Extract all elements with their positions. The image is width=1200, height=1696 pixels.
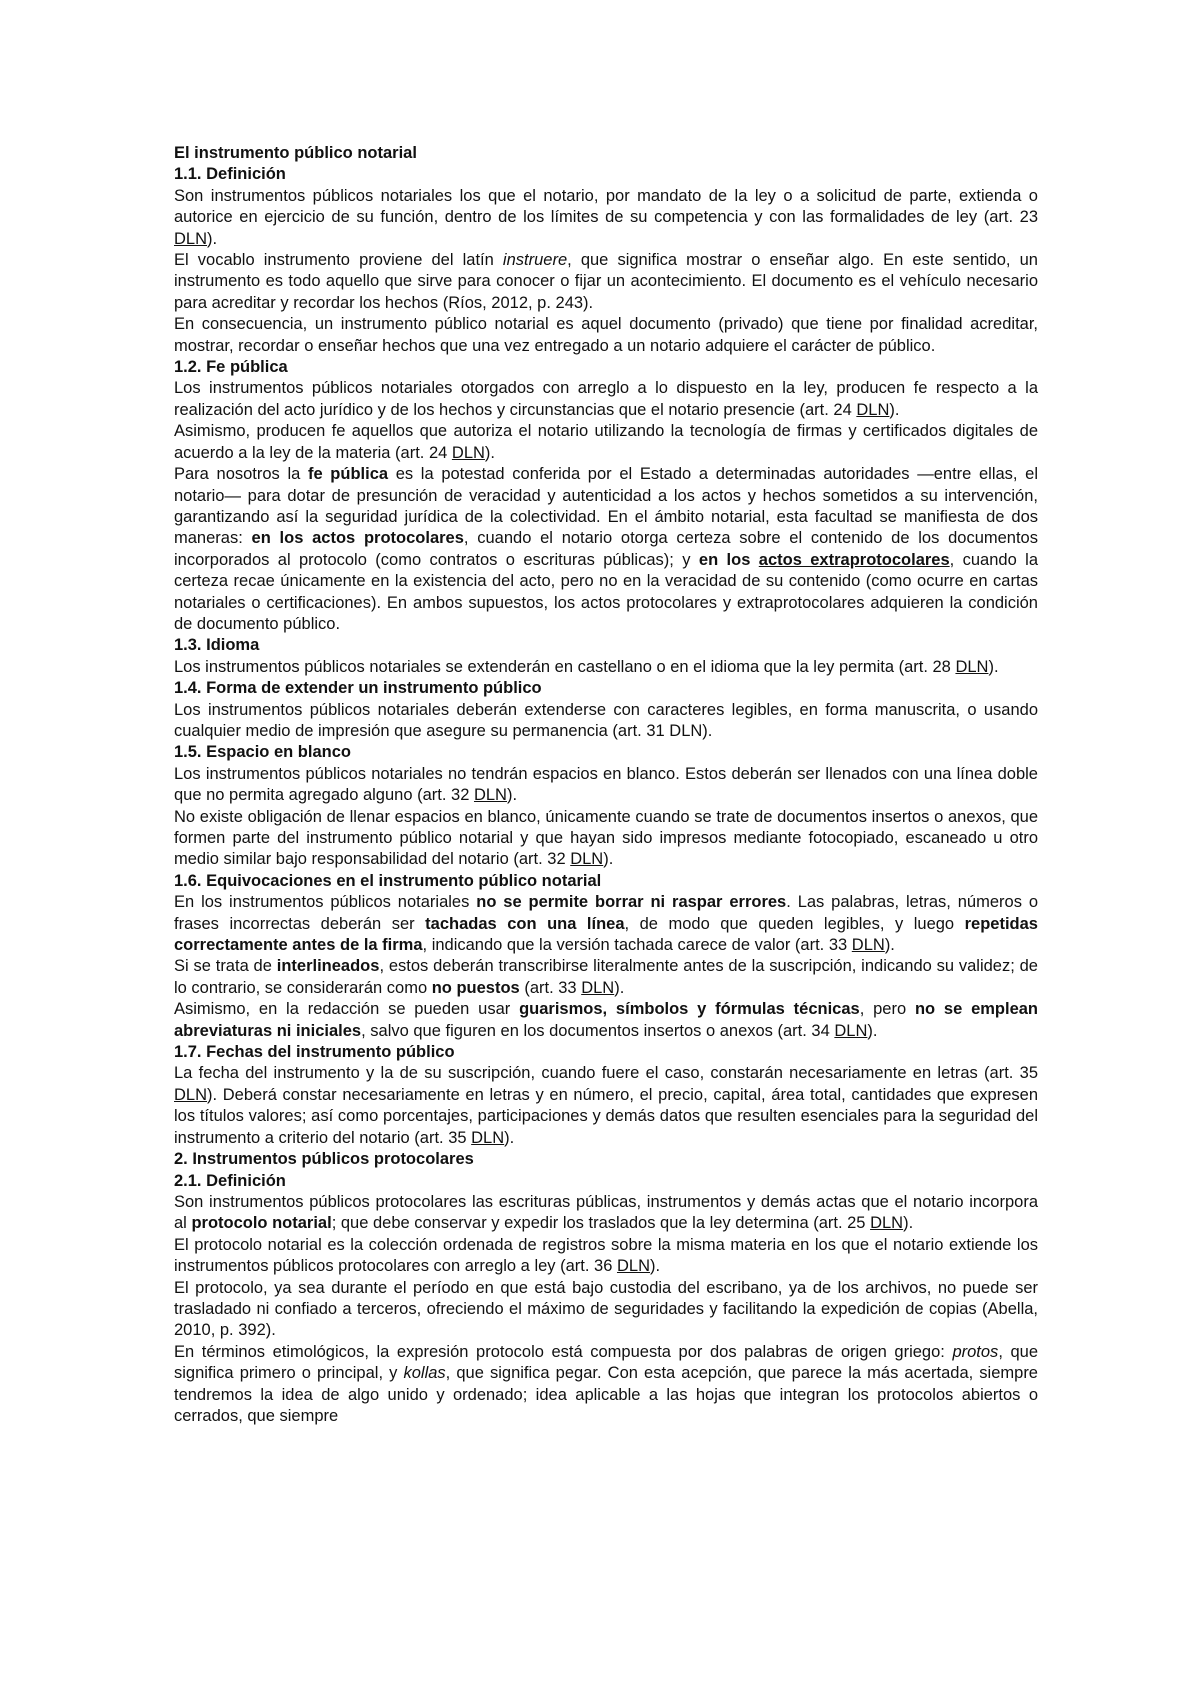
paragraph-text: , cuando la certeza recae únicamente en la existencia del acto, pero no en la veracidad de su contenido (como ocurre en cartas notariales o certificaciones). En ambos supuestos, los actos protocolares y extraprotocolares adquieren la condición de documento público.: [174, 550, 1038, 633]
reference-link: DLN: [616, 1257, 650, 1276]
paragraph-text: ).: [504, 1128, 515, 1147]
paragraph-text: Los instrumentos públicos notariales otorgados con arreglo a lo dispuesto en la ley, producen fe respecto a la realización del acto jurídico y de los hechos y circunstancias que el notario presencie (art. 24: [174, 379, 1038, 419]
reference-link: DLN: [471, 1128, 505, 1147]
paragraph-text: Los instrumentos públicos notariales no tendrán espacios en blanco. Estos deberán ser llenados con una línea doble que no permita agregado alguno (art. 32: [174, 764, 1038, 805]
paragraph: [174, 421, 1038, 464]
paragraph: [174, 764, 1038, 807]
paragraph-text: El vocablo instrumento proviene del latín: [174, 251, 503, 270]
italic-term: instruere: [502, 251, 568, 270]
heading-1-1: 1.1. Definición: [174, 165, 286, 184]
paragraph-text: ). Deberá constar necesariamente en letras y en número, el precio, capital, área total, cantidades que expresen los títulos valores; así como porcentajes, participaciones y demás datos que resulten esenciales para la seguridad del instrumento a criterio del notario (art. 35: [174, 1085, 1038, 1147]
heading-1-5: 1.5. Espacio en blanco: [174, 743, 351, 762]
bold-term: en los actos protocolares: [251, 529, 464, 548]
paragraph-text: , salvo que figuren en los documentos insertos o anexos (art. 34: [361, 1021, 835, 1040]
paragraph-text: ).: [903, 1214, 914, 1233]
reference-link: DLN: [870, 1214, 904, 1233]
bold-term: protocolo notarial: [191, 1214, 332, 1233]
reference-link: DLN: [473, 786, 507, 805]
paragraph: [174, 1192, 1038, 1235]
bold-term: fe pública: [307, 465, 389, 484]
paragraph-text: , cuando el notario otorga certeza sobre el contenido de los documentos incorporados al protocolo (como contratos o escrituras públicas); y: [174, 529, 1038, 569]
paragraph: [174, 1235, 1038, 1278]
paragraph-text: Asimismo, producen fe aquellos que autoriza el notario utilizando la tecnología de firmas y certificados digitales de acuerdo a la ley de la materia (art. 24: [174, 422, 1038, 462]
paragraph: [174, 464, 1038, 635]
reference-link: DLN: [955, 657, 989, 676]
paragraph: El protocolo, ya sea durante el período en que está bajo custodia del escribano, ya de los archivos, no puede ser trasladado ni confiado a terceros, ofreciendo el máximo de seguridades y facilitando la expedición de copias (Abella, 2010, p. 392).: [174, 1278, 1038, 1340]
paragraph-text: ).: [484, 443, 496, 462]
paragraph-text: ).: [614, 978, 625, 997]
paragraph-text: Asimismo, en la redacción se pueden usar: [174, 1000, 520, 1019]
bold-term: interlineados: [276, 957, 380, 976]
paragraph-text: es la potestad conferida por el Estado a determinadas autoridades —entre ellas, el notario— para dotar de presunción de veracidad y autenticidad a los actos y hechos sometidos a su intervención, garantizando así la seguridad jurídica de la colectividad. En el ámbito notarial, esta facultad se manifiesta de dos maneras:: [174, 465, 1039, 548]
bold-term: tachadas con una línea: [425, 914, 625, 933]
bold-term: no puestos: [431, 978, 520, 997]
bold-underlined-term: actos extraprotocolares: [758, 550, 950, 569]
paragraph: [174, 999, 1038, 1042]
paragraph-text: ).: [889, 400, 900, 419]
paragraph-text: La fecha del instrumento y la de su suscripción, cuando fuere el caso, constarán necesariamente en letras (art. 35: [174, 1064, 1038, 1083]
reference-link: DLN: [570, 850, 604, 869]
italic-term: protos: [952, 1342, 999, 1361]
paragraph-text: Si se trata de: [174, 957, 277, 976]
paragraph-text: El protocolo notarial es la colección ordenada de registros sobre la misma materia en los que el notario extiende los instrumentos públicos protocolares con arreglo a ley (art. 36: [174, 1235, 1038, 1276]
paragraph-text: ).: [988, 657, 999, 676]
heading-1-2: 1.2. Fe pública: [174, 358, 288, 377]
heading-1-6: 1.6. Equivocaciones en el instrumento público notarial: [174, 871, 602, 890]
reference-link: DLN: [174, 1085, 208, 1104]
paragraph-text: . Las palabras, letras, números o frases incorrectas deberán ser: [174, 893, 1039, 933]
paragraph-text: ).: [650, 1257, 661, 1276]
italic-term: kollas: [403, 1364, 446, 1383]
bold-term: guarismos, símbolos y fórmulas técnicas: [519, 1000, 860, 1019]
bold-term: repetidas correctamente antes de la firma: [174, 914, 1038, 955]
paragraph-text: No existe obligación de llenar espacios en blanco, únicamente cuando se trate de documentos insertos o anexos, que formen parte del instrumento público notarial y que hayan sido impresos mediante fotocopiado, escaneado u otro medio similar bajo responsabilidad del notario (art. 32: [174, 807, 1038, 869]
heading-2: 2. Instrumentos públicos protocolares: [174, 1150, 474, 1169]
paragraph-text: Son instrumentos públicos protocolares las escrituras públicas, instrumentos y demás actas que el notario incorpora al: [174, 1192, 1038, 1233]
paragraph-text: , estos deberán transcribirse literalmente antes de la suscripción, indicando su validez; de lo contrario, se considerarán como: [174, 957, 1038, 997]
reference-link: DLN: [174, 229, 208, 248]
paragraph: [174, 1342, 1038, 1428]
reference-link: DLN: [834, 1021, 868, 1040]
paragraph: [174, 250, 1038, 314]
paragraph: [174, 807, 1038, 871]
paragraph: [174, 186, 1038, 250]
reference-link: DLN: [581, 978, 615, 997]
paragraph: [174, 1063, 1038, 1149]
paragraph-text: Son instrumentos públicos notariales los que el notario, por mandato de la ley o a solicitud de parte, extienda o autorice en ejercicio de su función, dentro de los límites de su competencia y con las formalidades de ley (art. 23: [174, 186, 1038, 227]
paragraph-text: , pero: [859, 1000, 915, 1019]
document-page: [174, 143, 1038, 1427]
paragraph-text: , que significa mostrar o enseñar algo. En este sentido, un instrumento es todo aquello que sirve para conocer o fijar un acontecimiento. El documento es el vehículo necesario para acreditar y recordar los hechos (Ríos, 2012, p. 243).: [174, 251, 1038, 312]
paragraph-text: ; que debe conservar y expedir los traslados que la ley determina (art. 25: [331, 1214, 871, 1233]
paragraph: [174, 892, 1038, 956]
paragraph-text: ).: [207, 229, 218, 248]
paragraph: [174, 657, 1038, 678]
paragraph-text: ).: [603, 850, 614, 869]
document-title: El instrumento público notarial: [174, 144, 417, 162]
heading-1-3: 1.3. Idioma: [174, 636, 260, 655]
paragraph-text: (art. 33: [519, 978, 582, 997]
paragraph-text: ).: [884, 936, 895, 955]
bold-term: no se emplean abreviaturas ni iniciales: [174, 1000, 1039, 1040]
paragraph-text: , de modo que queden legibles, y luego: [624, 914, 965, 933]
heading-2-1: 2.1. Definición: [174, 1171, 286, 1190]
paragraph: [174, 956, 1038, 999]
paragraph-text: , que significa pegar. Con esta acepción, que parece la más acertada, siempre tendremos la idea de algo unido y ordenado; idea aplicable a las hojas que integran los protocolos abiertos o cerrados, que siempre: [174, 1364, 1038, 1425]
paragraph-text: Los instrumentos públicos notariales se extenderán en castellano o en el idioma que la ley permita (art. 28: [174, 657, 956, 676]
reference-link: DLN: [856, 400, 890, 419]
paragraph-text: Para nosotros la: [174, 465, 308, 484]
paragraph-text: En los instrumentos públicos notariales: [174, 893, 477, 912]
paragraph: [174, 378, 1038, 421]
paragraph-text: , indicando que la versión tachada carece de valor (art. 33: [422, 936, 852, 955]
reference-link: DLN: [851, 936, 885, 955]
paragraph-text: , que significa primero o principal, y: [174, 1342, 1039, 1383]
bold-term: no se permite borrar ni raspar errores: [476, 893, 787, 912]
paragraph-text: ).: [506, 786, 518, 805]
reference-link: DLN: [451, 443, 485, 462]
paragraph: Los instrumentos públicos notariales deberán extenderse con caracteres legibles, en forma manuscrita, o usando cualquier medio de impresión que asegure su permanencia (art. 31 DLN).: [174, 700, 1038, 740]
heading-1-4: 1.4. Forma de extender un instrumento público: [174, 679, 542, 698]
paragraph: En consecuencia, un instrumento público notarial es aquel documento (privado) que tiene por finalidad acreditar, mostrar, recordar o enseñar hechos que una vez entregado a un notario adquiere el carácter de público.: [174, 315, 1038, 355]
paragraph-text: ).: [867, 1021, 878, 1040]
heading-1-7: 1.7. Fechas del instrumento público: [174, 1043, 455, 1062]
paragraph-text: En términos etimológicos, la expresión protocolo está compuesta por dos palabras de origen griego:: [174, 1342, 953, 1361]
bold-term: en los: [698, 550, 759, 569]
